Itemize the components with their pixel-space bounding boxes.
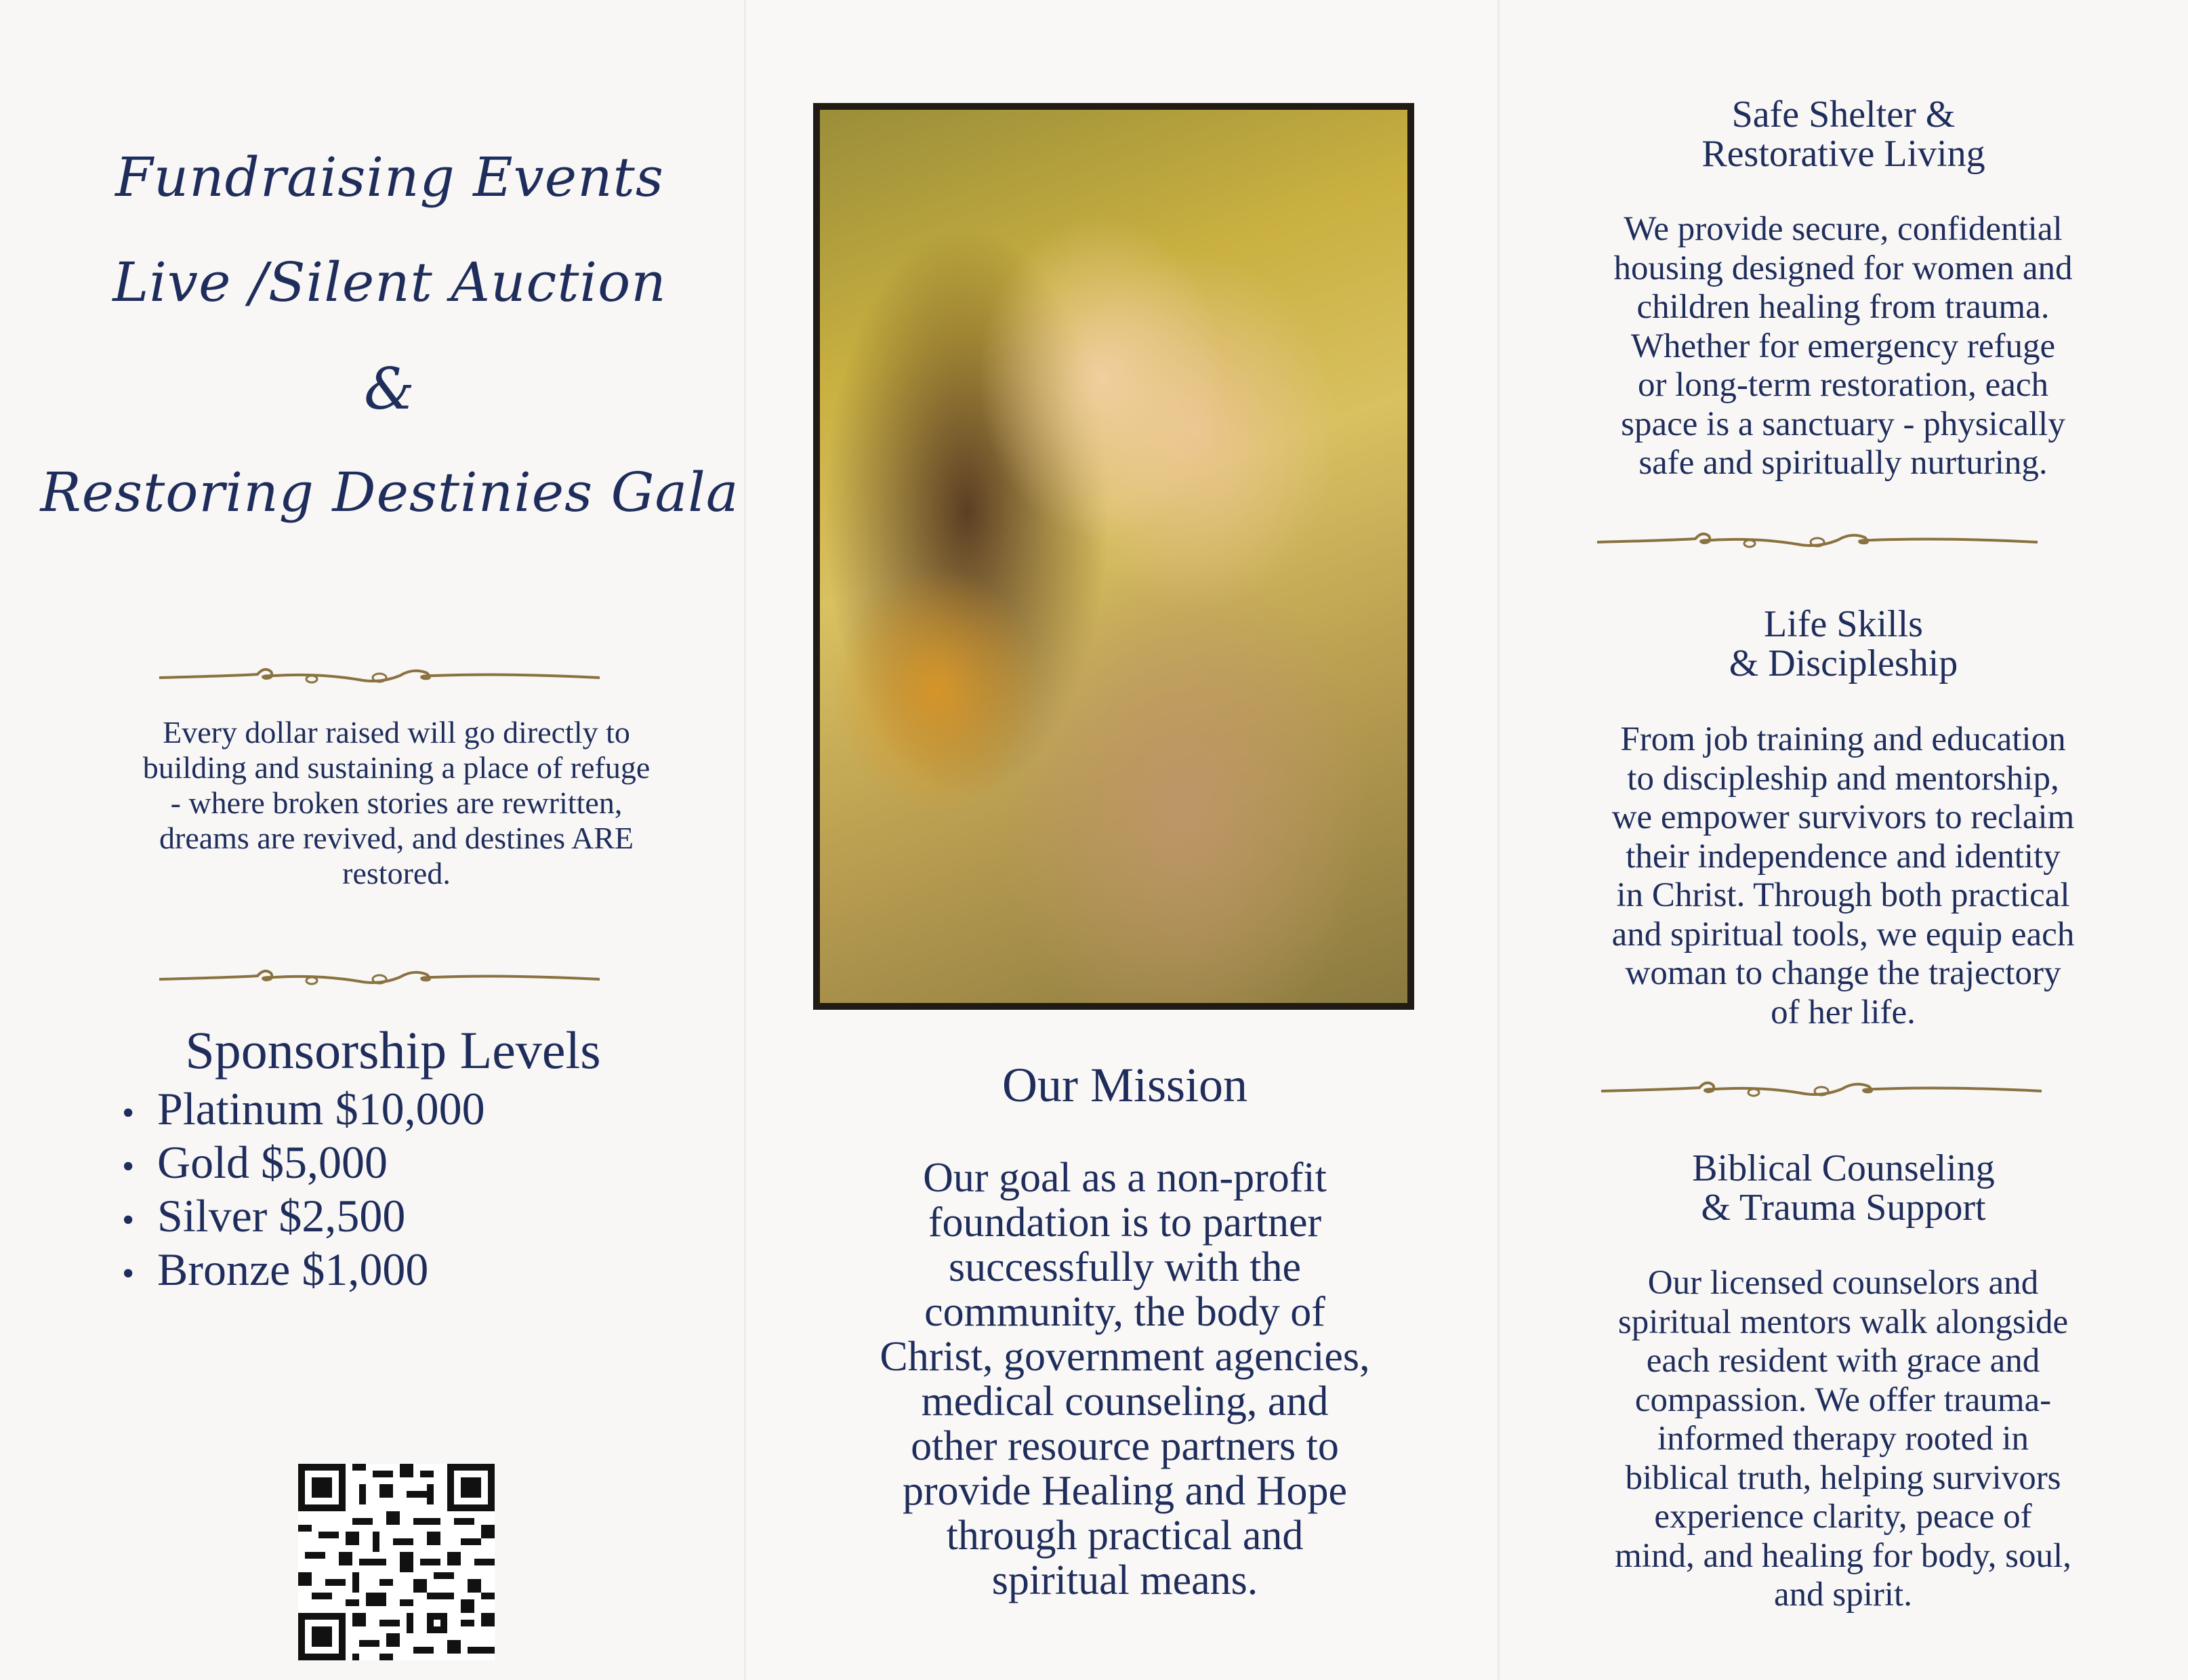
section-body-line: space is a sanctuary - physically	[1621, 405, 2065, 443]
section-title-line: & Discipleship	[1729, 642, 1958, 684]
section-body-line: and spirit.	[1774, 1576, 1912, 1614]
mission-line: other resource partners to	[911, 1423, 1339, 1469]
mission-line: Christ, government agencies,	[880, 1334, 1370, 1380]
mission-line: Our goal as a non-profit	[923, 1155, 1327, 1201]
section-body-line: or long-term restoration, each	[1637, 366, 2049, 404]
section-body-line: informed therapy rooted in	[1657, 1420, 2029, 1458]
mission-line: through practical and	[946, 1513, 1304, 1559]
section-body-line: spiritual mentors walk alongside	[1617, 1303, 2069, 1341]
section-body-safe-shelter	[1518, 210, 2168, 483]
section-body-life-skills	[1518, 720, 2168, 1032]
flourish-divider-icon	[1594, 525, 2041, 559]
section-title-line: & Trauma Support	[1701, 1187, 1986, 1229]
section-body-line: and spiritual tools, we equip each	[1611, 915, 2075, 954]
section-title-biblical-counseling	[1499, 1149, 2188, 1227]
section-body-line: safe and spiritually nurturing.	[1638, 444, 2048, 482]
mission-line: medical counseling, and	[921, 1378, 1329, 1425]
section-body-line: From job training and education	[1620, 720, 2066, 758]
section-body-line: woman to change the trajectory	[1625, 954, 2061, 992]
section-body-line: children healing from trauma.	[1636, 288, 2050, 326]
sponsorship-level: • Silver $2,500	[122, 1191, 485, 1245]
donation-text-line: building and sustaining a place of refuge	[142, 750, 651, 785]
section-body-line: in Christ. Through both practical	[1616, 876, 2070, 914]
sponsorship-level: • Bronze $1,000	[122, 1245, 485, 1298]
mission-line: successfully with the	[948, 1244, 1301, 1290]
event-heading-ampersand: &	[364, 356, 415, 422]
event-heading-line: Fundraising Events	[115, 146, 664, 209]
section-body-line: of her life.	[1771, 993, 1916, 1031]
sponsorship-title: Sponsorship Levels	[185, 1021, 601, 1080]
section-body-line: experience clarity, peace of	[1654, 1498, 2032, 1536]
sponsorship-level: • Platinum $10,000	[122, 1084, 485, 1138]
section-body-line: each resident with grace and	[1646, 1342, 2040, 1380]
donation-text-line: restored.	[342, 856, 451, 890]
flourish-divider-icon	[1598, 1074, 2045, 1108]
section-body-line: compassion. We offer trauma-	[1634, 1380, 2052, 1419]
section-body-line: mind, and healing for body, soul,	[1615, 1536, 2071, 1575]
section-body-line: we empower survivors to reclaim	[1611, 798, 2075, 836]
section-title-life-skills	[1499, 605, 2188, 683]
section-title-line: Life Skills	[1764, 603, 1923, 645]
section-body-line: to discipleship and mentorship,	[1627, 759, 2059, 798]
section-body-line: Whether for emergency refuge	[1630, 327, 2056, 365]
mission-line: foundation is to partner	[928, 1200, 1322, 1246]
hero-photo	[820, 110, 1407, 1003]
section-body-line: housing designed for women and	[1613, 249, 2073, 287]
event-heading-line: Restoring Destinies Gala	[40, 461, 739, 524]
section-title-safe-shelter	[1499, 95, 2188, 173]
sponsorship-levels-list	[122, 1084, 485, 1298]
section-body-line: biblical truth, helping survivors	[1625, 1458, 2061, 1497]
event-heading-line: Live /Silent Auction	[112, 251, 667, 314]
mission-line: provide Healing and Hope	[903, 1468, 1347, 1514]
section-body-biblical-counseling	[1518, 1264, 2168, 1615]
section-body-line: their independence and identity	[1626, 837, 2061, 876]
section-title-line: Restorative Living	[1701, 133, 1985, 175]
fold-line	[1498, 0, 1500, 1680]
flourish-divider-icon	[156, 661, 603, 695]
mission-title: Our Mission	[1002, 1058, 1248, 1112]
qr-code-icon[interactable]	[298, 1464, 495, 1660]
section-body-line: Our licensed counselors and	[1647, 1264, 2039, 1302]
section-body-line: We provide secure, confidential	[1624, 210, 2063, 248]
donation-text-line: - where broken stories are rewritten,	[170, 785, 623, 820]
mission-body	[800, 1155, 1450, 1603]
mission-line: spiritual means.	[991, 1557, 1258, 1603]
donation-text-line: Every dollar raised will go directly to	[163, 715, 630, 750]
section-title-line: Safe Shelter &	[1731, 94, 1956, 136]
flourish-divider-icon	[156, 962, 603, 996]
hero-photo-frame	[813, 103, 1414, 1010]
sponsorship-level: • Gold $5,000	[122, 1138, 485, 1191]
section-title-line: Biblical Counseling	[1692, 1147, 1995, 1189]
donation-text	[75, 715, 718, 891]
mission-line: community, the body of	[924, 1289, 1325, 1335]
donation-text-line: dreams are revived, and destines ARE	[159, 821, 634, 855]
